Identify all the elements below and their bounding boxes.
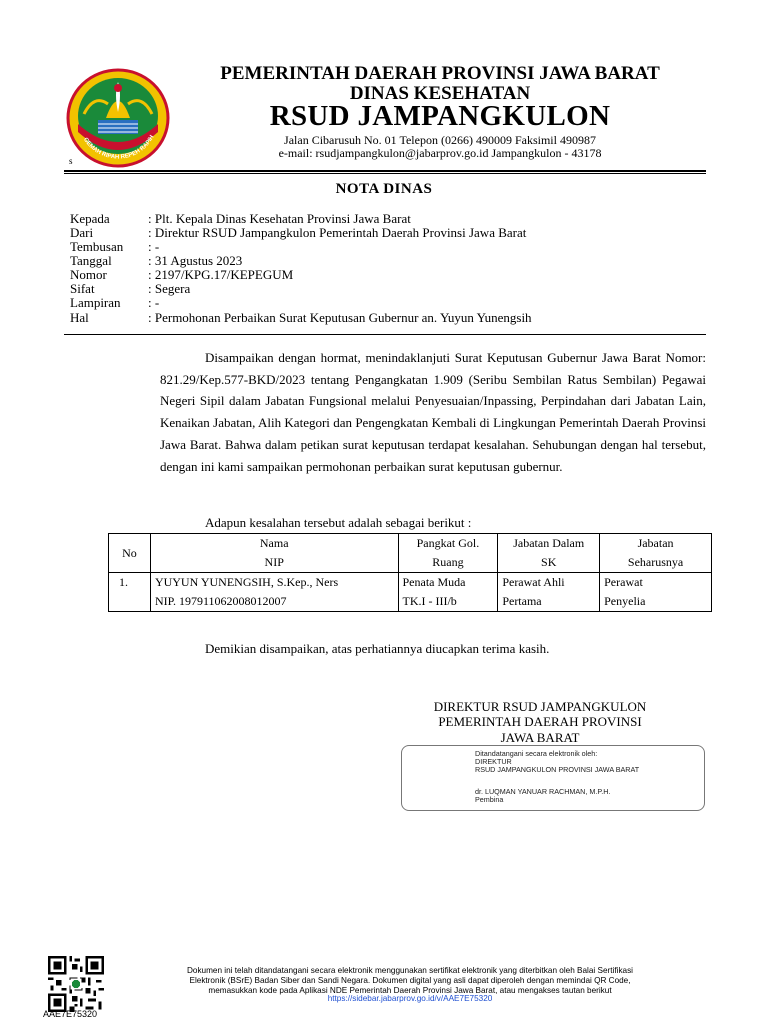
cell-seharusnya-line2: Penyelia: [604, 594, 646, 608]
header-pangkat-line2: Ruang: [432, 555, 464, 569]
meta-value: : 2197/KPG.17/KEPEGUM: [148, 267, 294, 282]
cell-pangkat: [398, 573, 498, 612]
header-nama-nip: [150, 534, 398, 573]
cell-pangkat-line2: TK.I - III/b: [402, 594, 457, 608]
esign-position: DIREKTUR: [475, 757, 512, 766]
department-name: DINAS KESEHATAN: [349, 83, 531, 104]
esign-caption: Ditandatangani secara elektronik oleh:: [475, 749, 598, 758]
qr-code-image: [48, 956, 104, 1012]
header-seharusnya-line2: Seharusnya: [627, 555, 684, 569]
header-no: No: [109, 534, 151, 573]
document-title: NOTA DINAS: [335, 181, 433, 197]
esign-institution: RSUD JAMPANGKULON PROVINSI JAWA BARAT: [475, 765, 640, 774]
meta-row-hal: [70, 311, 532, 325]
meta-row-lampiran: [70, 296, 159, 310]
signatory-title-line2: PEMERINTAH DAERAH PROVINSI: [438, 714, 642, 729]
meta-divider: [64, 334, 706, 335]
svg-text:GEMAH RIPAH REPEH RAPIH: GEMAH RIPAH REPEH RAPIH: [81, 134, 156, 161]
cell-no: 1.: [109, 573, 151, 612]
hospital-address: Jalan Cibarusuh No. 01 Telepon (0266) 490009 Faksimil 490987: [284, 133, 596, 147]
meta-value: : -: [148, 295, 160, 310]
meta-value: : 31 Agustus 2023: [148, 253, 243, 268]
header-nip: NIP: [264, 555, 284, 569]
footer-line-2: Elektronik (BSrE) Badan Siber dan Sandi Negara. Dokumen digital yang asli dapat diperoleh dengan memindai QR Code,: [189, 976, 631, 985]
header-pangkat-line1: Pangkat Gol.: [416, 536, 480, 550]
meta-value: : Plt. Kepala Dinas Kesehatan Provinsi Jawa Barat: [148, 211, 411, 226]
meta-row-sifat: [70, 282, 190, 296]
body-paragraph-1: Disampaikan dengan hormat, menindaklanjuti Surat Keputusan Gubernur Jawa Barat Nomor: 821.29/Kep.577-BKD/2023 tentang Pengangkatan 1.909 (Seribu Sembilan Ratus Sembilan) Pegawai Negeri Sipil dalam Jabatan Fungsional melalui Penyesuaian/Inpassing, Perpindahan dari Jabatan Lain, Kenaikan Jabatan, Alih Kategori dan Pengengkatan Kembali di Lingkungan Pemerintah Daerah Provinsi Jawa Barat. Bahwa dalam petikan surat keputusan terdapat kesalahan. Sehubungan dengan hal tersebut, dengan ini kami sampaikan permohonan perbaikan surat keputusan gubernur.: [160, 350, 706, 474]
signatory-title-line3: JAWA BARAT: [500, 730, 580, 745]
letterhead-divider: [64, 170, 706, 172]
cell-nama: YUYUN YUNENGSIH, S.Kep., Ners: [154, 575, 339, 589]
meta-label: Tanggal: [70, 253, 112, 268]
meta-label: Nomor: [70, 267, 107, 282]
header-jabatan-seharusnya: [600, 534, 712, 573]
cell-nama-nip: [150, 573, 398, 612]
esign-signer-name: dr. LUQMAN YANUAR RACHMAN, M.P.H.: [475, 787, 611, 796]
header-jabatan-sk: [498, 534, 600, 573]
cell-pangkat-line1: Penata Muda: [402, 575, 466, 589]
meta-value: : Segera: [148, 281, 191, 296]
meta-row-tanggal: [70, 254, 242, 268]
government-name: PEMERINTAH DAERAH PROVINSI JAWA BARAT: [220, 63, 660, 84]
cell-jabatan-seharusnya: [600, 573, 712, 612]
hospital-name: RSUD JAMPANGKULON: [269, 100, 611, 132]
table-row: [109, 573, 712, 612]
table-header-row: [109, 534, 712, 573]
jawa-barat-emblem-logo: [64, 64, 172, 172]
esign-rank: Pembina: [475, 795, 504, 804]
meta-label: Sifat: [70, 281, 95, 296]
meta-value: : Direktur RSUD Jampangkulon Pemerintah Daerah Provinsi Jawa Barat: [148, 225, 527, 240]
meta-row-tembusan: [70, 240, 159, 254]
header-jabatan-line1: Jabatan Dalam: [513, 536, 585, 550]
meta-row-dari: [70, 226, 526, 240]
header-jabatan-line2: SK: [541, 555, 557, 569]
cell-jabatan-sk: [498, 573, 600, 612]
hospital-email: e-mail: rsudjampangkulon@jabarprov.go.id Jampangkulon - 43178: [278, 146, 602, 160]
verification-link[interactable]: https://sidebar.jabarprov.go.id/v/AAE7E75320: [327, 994, 493, 1003]
meta-label: Lampiran: [70, 295, 121, 310]
meta-value: : Permohonan Perbaikan Surat Keputusan Gubernur an. Yuyun Yunengsih: [148, 310, 532, 325]
cell-jabatan-line2: Pertama: [502, 594, 542, 608]
header-nama: Nama: [259, 536, 289, 550]
footer-line-1: Dokumen ini telah ditandatangani secara elektronik menggunakan sertifikat elektronik yang diterbitkan oleh Balai Sertifikasi: [186, 966, 634, 975]
footer-line-3: memasukkan kode pada Aplikasi NDE Pemerintah Daerah Provinsi Jawa Barat, atau mengakses tautan berikut: [208, 986, 612, 995]
closing-sentence: Demikian disampaikan, atas perhatiannya diucapkan terima kasih.: [205, 641, 550, 656]
meta-value: : -: [148, 239, 160, 254]
error-table: [108, 533, 712, 612]
cell-jabatan-line1: Perawat Ahli: [502, 575, 565, 589]
header-seharusnya-line1: Jabatan: [637, 536, 674, 550]
meta-row-kepada: [70, 212, 411, 226]
small-mark: s: [69, 156, 73, 166]
qr-code-id: AAE7E75320: [43, 1009, 98, 1019]
meta-label: Dari: [70, 225, 94, 240]
body-paragraph-2: Adapun kesalahan tersebut adalah sebagai berikut :: [205, 515, 472, 530]
meta-label: Hal: [70, 310, 89, 325]
cell-seharusnya-line1: Perawat: [604, 575, 643, 589]
signatory-title-line1: DIREKTUR RSUD JAMPANGKULON: [433, 699, 647, 714]
meta-row-nomor: [70, 268, 293, 282]
cell-nip: NIP. 197911062008012007: [154, 594, 287, 608]
meta-label: Kepada: [70, 211, 110, 226]
meta-label: Tembusan: [70, 239, 124, 254]
letterhead-divider-thin: [64, 173, 706, 174]
header-pangkat: [398, 534, 498, 573]
